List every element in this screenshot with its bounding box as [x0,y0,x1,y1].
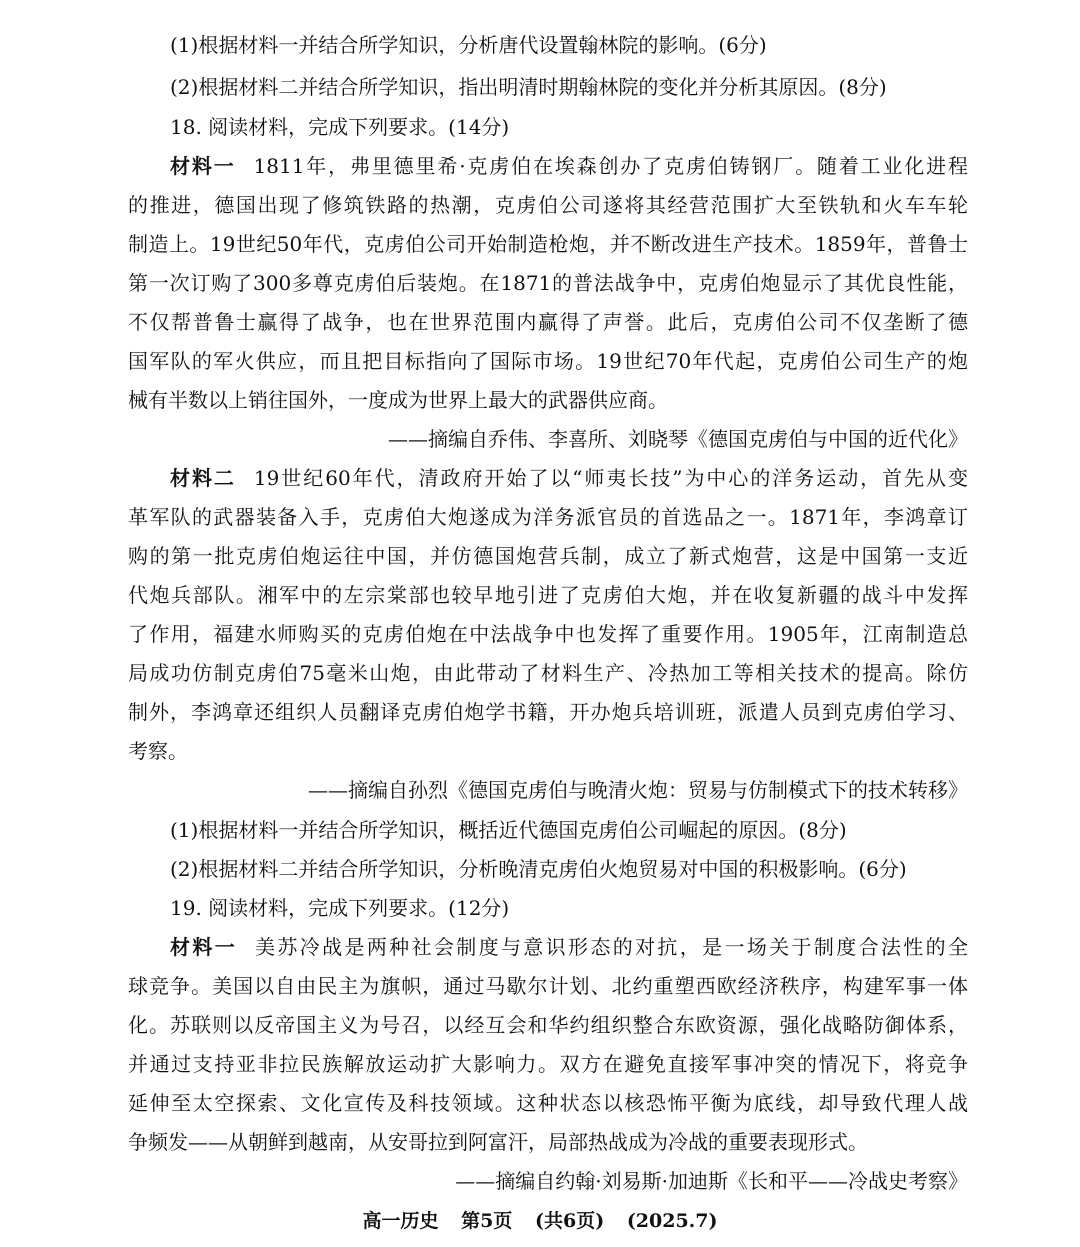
q19-material1-label: 材料一 [170,935,238,959]
footer-subject: 高一历史 [362,1210,439,1232]
q19-material1-line: 争频发——从朝鲜到越南，从安哥拉到阿富汗，局部热战成为冷战的重要表现形式。 [128,1130,868,1154]
q18-material2-line: 了作用，福建水师购买的克虏伯炮在中法战争中也发挥了重要作用。1905年，江南制造总 [128,622,968,646]
q17-subquestion-1: (1)根据材料一并结合所学知识，分析唐代设置翰林院的影响。(6分) [170,33,767,57]
q18-material2-label: 材料二 [170,466,236,490]
q19-material1-source: ——摘编自约翰·刘易斯·加迪斯《长和平——冷战史考察》 [455,1169,968,1193]
q18-material2-line: 代炮兵部队。湘军中的左宗棠部也较早地引进了克虏伯大炮，并在收复新疆的战斗中发挥 [128,583,968,607]
q18-subquestion-1: (1)根据材料一并结合所学知识，概括近代德国克虏伯公司崛起的原因。(8分) [170,818,847,842]
q18-material2-line: 考察。 [128,739,188,763]
q19-material1-line: 化。苏联则以反帝国主义为号召，以经互会和华约组织整合东欧资源，强化战略防御体系， [128,1013,968,1037]
q18-material2-line: 购的第一批克虏伯炮运往中国，并仿德国炮营兵制，成立了新式炮营，这是中国第一支近 [128,544,968,568]
q18-material1-line: 国军队的军火供应，而且把目标指向了国际市场。19世纪70年代起，克虏伯公司生产的炮 [128,349,968,373]
q18-material2-text: 19世纪60年代，清政府开始了以“师夷长技”为中心的洋务运动，首先从变 [253,466,968,490]
footer-page-number: 第5页 [461,1210,513,1232]
q18-material2-line [170,463,968,493]
q18-material2-line: 制外，李鸿章还组织人员翻译克虏伯炮学书籍，开办炮兵培训班，派遣人员到克虏伯学习、 [128,700,968,724]
q18-material1-line [170,151,968,181]
q18-subquestion-2: (2)根据材料二并结合所学知识，分析晚清克虏伯火炮贸易对中国的积极影响。(6分) [170,857,907,881]
q18-material1-line: 制造上。19世纪50年代，克虏伯公司开始制造枪炮，并不断改进生产技术。1859年，普鲁士 [128,232,968,256]
q19-title: 19. 阅读材料，完成下列要求。(12分) [170,896,510,920]
q18-material1-line: 不仅帮普鲁士赢得了战争，也在世界范围内赢得了声誉。此后，克虏伯公司不仅垄断了德 [128,310,968,334]
footer-total-pages: (共6页) [534,1210,605,1232]
q18-title: 18. 阅读材料，完成下列要求。(14分) [170,115,510,139]
q19-material1-line [170,932,968,962]
q18-material1-line: 械有半数以上销往国外，一度成为世界上最大的武器供应商。 [128,388,668,412]
q19-material1-text: 美苏冷战是两种社会制度与意识形态的对抗，是一场关于制度合法性的全 [255,935,968,959]
footer-date: (2025.7) [626,1210,718,1232]
q18-material1-text: 1811年，弗里德里希·克虏伯在埃森创办了克虏伯铸钢厂。随着工业化进程 [253,154,968,178]
q18-material1-source: ——摘编自乔伟、李喜所、刘晓琴《德国克虏伯与中国的近代化》 [388,427,968,451]
page-footer [0,1206,1080,1236]
q18-material1-line: 的推进，德国出现了修筑铁路的热潮，克虏伯公司遂将其经营范围扩大至铁轨和火车车轮 [128,193,968,217]
q19-material1-line: 延伸至太空探索、文化宣传及科技领域。这种状态以核恐怖平衡为底线，却导致代理人战 [128,1091,968,1115]
q18-material2-line: 局成功仿制克虏伯75毫米山炮，由此带动了材料生产、冷热加工等相关技术的提高。除仿 [128,661,968,685]
q18-material2-line: 革军队的武器装备入手，克虏伯大炮遂成为洋务派官员的首选品之一。1871年，李鸿章订 [128,505,968,529]
q18-material1-label: 材料一 [170,154,236,178]
q18-material1-line: 第一次订购了300多尊克虏伯后装炮。在1871的普法战争中，克虏伯炮显示了其优良性能， [128,271,968,295]
q19-material1-line: 球竞争。美国以自由民主为旗帜，通过马歇尔计划、北约重塑西欧经济秩序，构建军事一体 [128,974,968,998]
q17-subquestion-2: (2)根据材料二并结合所学知识，指出明清时期翰林院的变化并分析其原因。(8分) [170,75,887,99]
q19-material1-line: 并通过支持亚非拉民族解放运动扩大影响力。双方在避免直接军事冲突的情况下，将竞争 [128,1052,968,1076]
q18-material2-source: ——摘编自孙烈《德国克虏伯与晚清火炮：贸易与仿制模式下的技术转移》 [308,778,968,802]
